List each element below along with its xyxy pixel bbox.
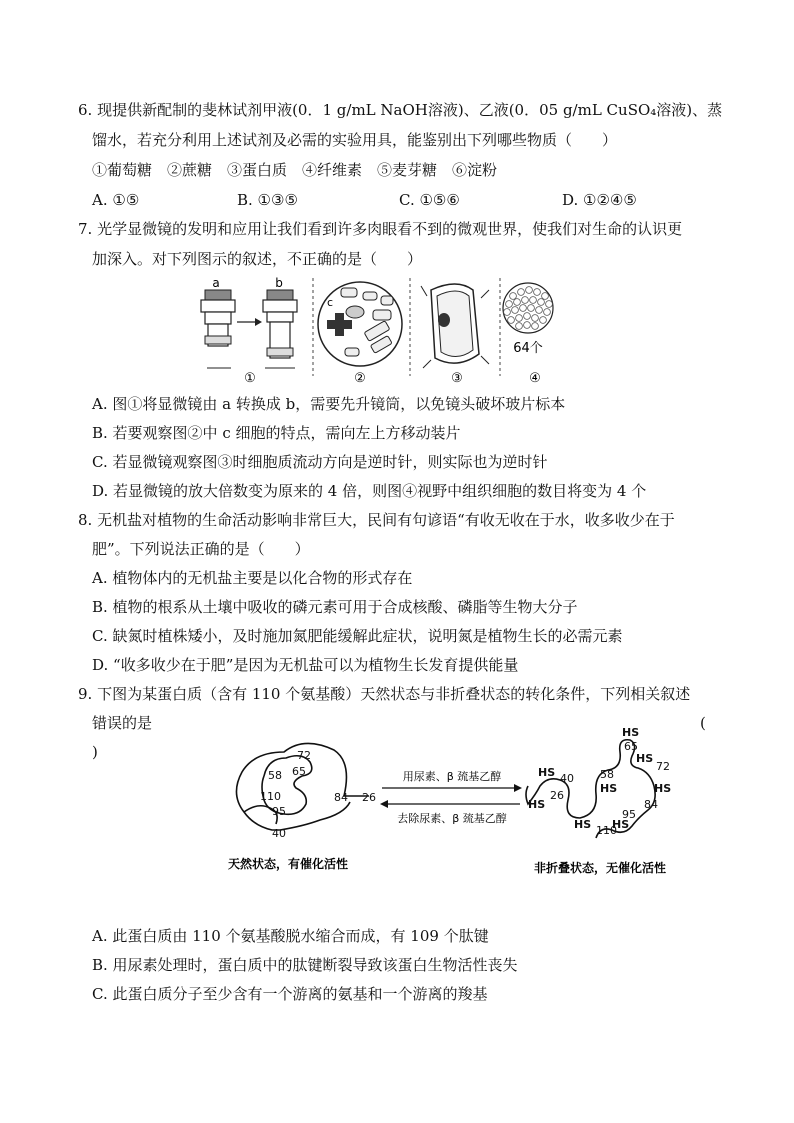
objective-lens-a-icon	[201, 290, 235, 346]
q6-stem-line1: 6. 现提供新配制的斐林试剂甲液(0．1 g/mL NaOH溶液)、乙液(0．05 g/mL CuSO₄溶液)、蒸	[78, 101, 723, 119]
q6-option-d: D. ①②④⑤	[562, 191, 637, 209]
q7-stem-line2: 加深入。对下列图示的叙述，不正确的是（ ）	[92, 250, 423, 268]
hs-label-5: HS	[636, 752, 654, 765]
q9-answer-paren-close: )	[92, 743, 98, 761]
q7-option-c: C. 若显微镜观察图③时细胞质流动方向是逆时针，则实际也为逆时针	[92, 453, 548, 471]
plant-cell-icon	[421, 284, 489, 368]
arrow-icon	[237, 318, 262, 326]
q6-options	[92, 190, 732, 210]
right-num-72: 72	[656, 760, 670, 773]
arrow-bottom-label: 去除尿素、β 巯基乙醇	[397, 812, 507, 825]
right-num-110: 110	[596, 824, 617, 837]
q9-option-a: A. 此蛋白质由 110 个氨基酸脱水缩合而成，有 109 个肽键	[92, 927, 489, 945]
hs-label-8: HS	[574, 818, 592, 831]
q8-stem-line2: 肥”。下列说法正确的是（ ）	[92, 540, 310, 558]
left-num-58: 58	[268, 769, 282, 782]
panel-label-3: ③	[451, 371, 463, 386]
q6-option-c: C. ①⑤⑥	[399, 191, 460, 209]
q9-answer-paren-open: (	[700, 714, 706, 732]
q6-stem-line2: 馏水，若充分利用上述试剂及必需的实验用具，能鉴别出下列哪些物质（ ）	[92, 131, 618, 149]
right-num-65: 65	[624, 740, 638, 753]
field-of-view-cells-icon	[318, 282, 402, 366]
hs-label-7: HS	[612, 818, 630, 831]
q9-stem-line1: 9. 下图为某蛋白质（含有 110 个氨基酸）天然状态与非折叠状态的转化条件，下列相关叙述	[78, 685, 691, 703]
left-num-110: 110	[260, 790, 281, 803]
conversion-arrows-icon	[380, 784, 522, 808]
left-num-40: 40	[272, 827, 286, 840]
q7-option-b: B. 若要观察图②中 c 细胞的特点，需向左上方移动装片	[92, 424, 461, 442]
q8-option-b: B. 植物的根系从土壤中吸收的磷元素可用于合成核酸、磷脂等生物大分子	[92, 598, 578, 616]
right-num-84: 84	[644, 798, 658, 811]
left-num-72: 72	[297, 749, 311, 762]
q7-stem-line1: 7. 光学显微镜的发明和应用让我们看到许多肉眼看不到的微观世界，使我们对生命的认识更	[78, 220, 683, 238]
q9-protein-folding-figure	[224, 722, 684, 882]
hs-label-6: HS	[654, 782, 672, 795]
q9-option-c: C. 此蛋白质分子至少含有一个游离的氨基和一个游离的羧基	[92, 985, 488, 1003]
cell-count-label: 64个	[513, 341, 543, 356]
right-num-95: 95	[622, 808, 636, 821]
left-num-65: 65	[292, 765, 306, 778]
right-num-26: 26	[550, 789, 564, 802]
q7-option-d: D. 若显微镜的放大倍数变为原来的 4 倍，则图④视野中组织细胞的数目将变为 4 个	[92, 482, 647, 500]
native-state-caption: 天然状态，有催化活性	[228, 857, 349, 871]
q6-option-b: B. ①③⑤	[237, 191, 298, 209]
q8-option-a: A. 植物体内的无机盐主要是以化合物的形式存在	[92, 569, 413, 587]
q6-option-a: A. ①⑤	[92, 191, 140, 209]
hs-label-2: HS	[538, 766, 556, 779]
left-num-84: 84	[334, 791, 348, 804]
panel-label-2: ②	[354, 371, 366, 386]
label-c: c	[327, 296, 334, 309]
label-a: a	[212, 276, 220, 290]
q8-option-c: C. 缺氮时植株矮小，及时施加氮肥能缓解此症状，说明氮是植物生长的必需元素	[92, 627, 623, 645]
q9-option-b: B. 用尿素处理时，蛋白质中的肽键断裂导致该蛋白生物活性丧失	[92, 956, 518, 974]
left-num-95: 95	[272, 805, 286, 818]
tissue-cells-field-icon	[503, 283, 553, 333]
panel-label-1: ①	[244, 371, 256, 386]
hs-label-1: HS	[622, 726, 640, 739]
left-num-26: 26	[362, 791, 376, 804]
arrow-top-label: 用尿素、β 巯基乙醇	[402, 770, 502, 783]
unfolded-state-caption: 非折叠状态，无催化活性	[534, 861, 667, 875]
right-num-40: 40	[560, 772, 574, 785]
hs-label-3: HS	[600, 782, 618, 795]
panel-label-4: ④	[529, 371, 541, 386]
hs-label-4: HS	[528, 798, 546, 811]
q9-stem-line2: 错误的是	[92, 714, 153, 732]
q7-microscope-figure	[195, 276, 565, 388]
q8-option-d: D. “收多收少在于肥”是因为无机盐可以为植物生长发育提供能量	[92, 656, 519, 674]
q7-option-a: A. 图①将显微镜由 a 转换成 b，需要先升镜筒，以免镜头破坏玻片标本	[92, 395, 566, 413]
q6-items: ①葡萄糖 ②蔗糖 ③蛋白质 ④纤维素 ⑤麦芽糖 ⑥淀粉	[92, 161, 498, 179]
q8-stem-line1: 8. 无机盐对植物的生命活动影响非常巨大，民间有句谚语“有收无收在于水，收多收少在于	[78, 511, 675, 529]
right-num-58: 58	[600, 768, 614, 781]
label-b: b	[275, 276, 283, 290]
objective-lens-b-icon	[263, 290, 297, 358]
